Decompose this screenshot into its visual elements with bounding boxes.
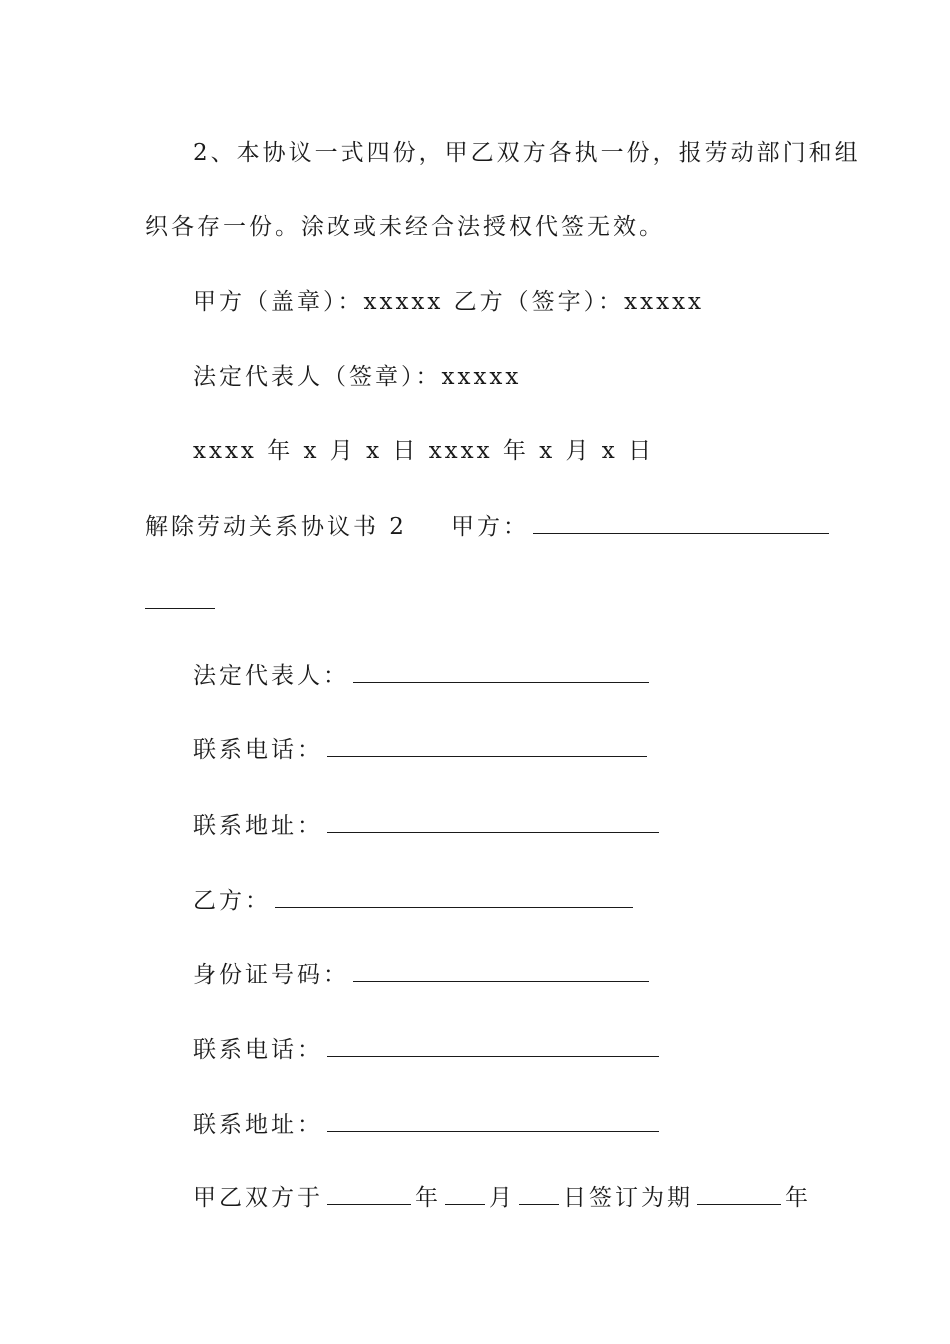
- sign-year-blank[interactable]: [327, 1182, 411, 1205]
- party-a-label: 甲方：: [450, 514, 529, 540]
- party-b-row: [193, 885, 633, 916]
- sign-day-blank[interactable]: [519, 1182, 559, 1205]
- dates-line: xxxx 年 x 月 x 日 xxxx 年 x 月 x 日: [193, 438, 655, 464]
- party-b-address-row: [193, 1109, 659, 1140]
- party-b-phone-blank[interactable]: [327, 1034, 659, 1057]
- sign-date-row: [193, 1182, 811, 1213]
- party-a-address-row: [193, 810, 659, 841]
- party-a-address-label: 联系地址：: [193, 813, 323, 839]
- clause-2-line-1: 2、本协议一式四份，甲乙双方各执一份，报劳动部门和组: [193, 140, 861, 166]
- sign-month-blank[interactable]: [445, 1182, 485, 1205]
- party-a-blank[interactable]: [533, 511, 829, 534]
- party-a-phone-row: [193, 734, 647, 765]
- legal-rep-row: [193, 660, 649, 691]
- party-b-blank[interactable]: [275, 885, 633, 908]
- party-b-phone-row: [193, 1034, 659, 1065]
- sign-day-text: 日签订为期: [563, 1185, 693, 1211]
- id-number-blank[interactable]: [353, 959, 649, 982]
- party-b-phone-label: 联系电话：: [193, 1037, 323, 1063]
- sign-month-char: 月: [489, 1185, 515, 1211]
- legal-rep-blank[interactable]: [353, 660, 649, 683]
- legal-rep-label: 法定代表人：: [193, 663, 349, 689]
- id-number-row: [193, 959, 649, 990]
- legal-rep-seal-line: 法定代表人（签章）：xxxxx: [193, 364, 522, 390]
- party-b-address-label: 联系地址：: [193, 1112, 323, 1138]
- term-year-char: 年: [785, 1185, 811, 1211]
- party-b-label: 乙方：: [193, 888, 271, 914]
- party-a-address-blank[interactable]: [327, 810, 659, 833]
- party-a-phone-blank[interactable]: [327, 734, 647, 757]
- sign-year-char: 年: [415, 1185, 441, 1211]
- term-years-blank[interactable]: [697, 1182, 781, 1205]
- clause-2-line-2: 织各存一份。涂改或未经合法授权代签无效。: [145, 214, 665, 240]
- id-number-label: 身份证号码：: [193, 962, 349, 988]
- party-b-address-blank[interactable]: [327, 1109, 659, 1132]
- agreement-2-title: 解除劳动关系协议书 2: [145, 514, 407, 540]
- party-a-seal-line: 甲方（盖章）：xxxxx 乙方（签字）：xxxxx: [193, 289, 705, 315]
- agreement-2-header: [145, 511, 829, 542]
- party-a-blank-continued[interactable]: [145, 584, 215, 609]
- party-a-phone-label: 联系电话：: [193, 737, 323, 763]
- sign-date-prefix: 甲乙双方于: [193, 1185, 323, 1211]
